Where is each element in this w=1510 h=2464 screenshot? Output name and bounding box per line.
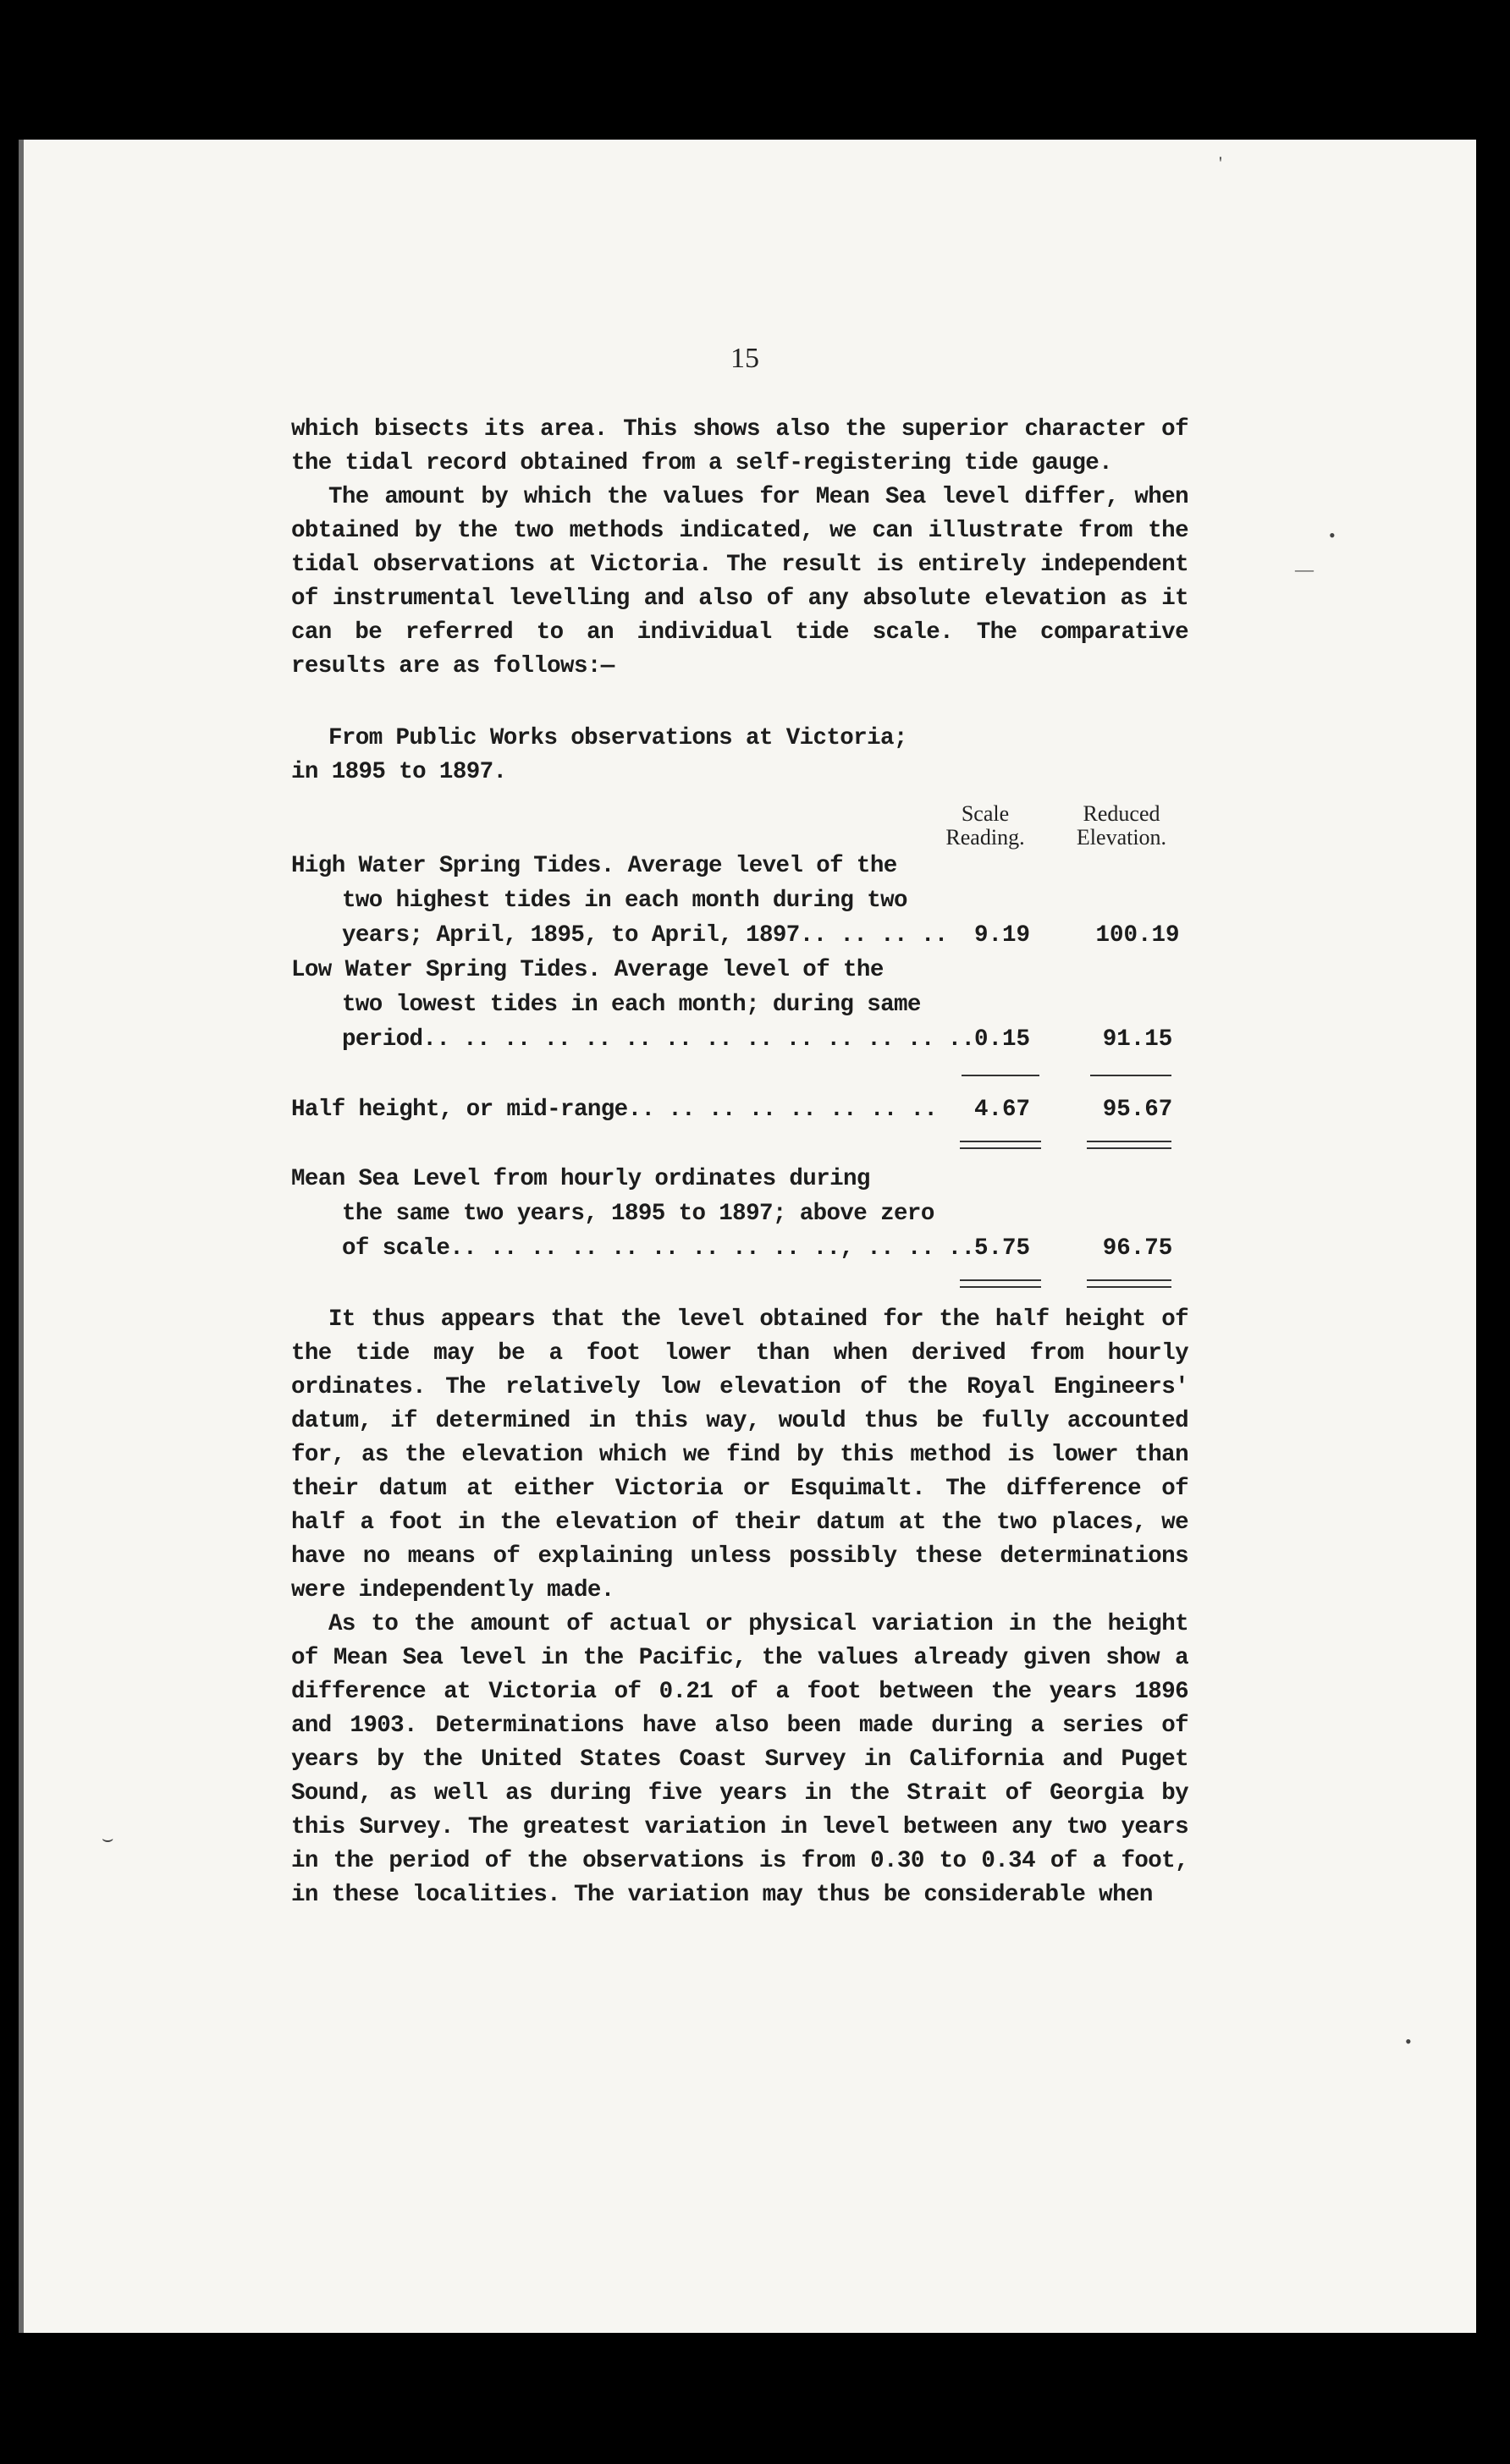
col2-head-line-2: Elevation. <box>1076 825 1167 850</box>
scan-speck: ' <box>1219 152 1222 173</box>
row-label-line: period.. .. .. .. .. .. .. .. .. .. .. .. .. .. <box>342 1026 975 1053</box>
page-edge <box>19 140 24 2333</box>
sum-rule-reduced <box>1090 1075 1171 1076</box>
row-label-line: years; April, 1895, to April, 1897.. .. .. .. <box>342 922 948 949</box>
row-label-line: two highest tides in each month during two <box>342 888 907 914</box>
scale-reading: 5.75 <box>973 1235 1030 1262</box>
row-label-line: of scale.. .. .. .. .. .. .. .. .. .., .. .. .. <box>342 1235 975 1262</box>
reduced-elevation: 96.75 <box>1102 1235 1173 1262</box>
row-label-line: two lowest tides in each month; during same <box>342 992 921 1018</box>
scale-reading: 0.15 <box>973 1026 1030 1053</box>
col1-head-line-1: Scale <box>961 801 1010 826</box>
table-intro-line-2: in 1895 to 1897. <box>291 759 507 785</box>
table-row <box>291 1197 1188 1231</box>
double-rule-scale <box>960 1141 1041 1149</box>
table-row <box>291 1232 1188 1266</box>
row-label-line: Low Water Spring Tides. Average level of the <box>291 957 884 983</box>
sum-rule-scale <box>962 1075 1039 1076</box>
table-row <box>291 988 1188 1022</box>
reduced-elevation: 100.19 <box>1095 922 1180 949</box>
table-intro <box>291 722 1188 789</box>
table-row <box>291 1093 1188 1127</box>
row-label-line: High Water Spring Tides. Average level of the <box>291 853 897 879</box>
reduced-elevation: 91.15 <box>1102 1026 1173 1053</box>
paragraph-4: As to the amount of actual or physical variation in the height of Mean Sea level in the Pacific, the values already given show a difference at Victoria of 0.21 of a foot between the years 1896 and 1903. Determinations have also been made during a series of years by the United States Coast Survey in California and Puget Sound, as well as during five years in the Strait of Georgia by this Survey. The greatest variation in level between any two years in the period of the observations is from 0.30 to 0.34 of a foot, in these localities. The variation may thus be considerable when <box>291 1611 1188 1908</box>
scale-reading: 4.67 <box>973 1097 1030 1123</box>
row-label-line: the same two years, 1895 to 1897; above zero <box>342 1201 934 1227</box>
row-label-line: Mean Sea Level from hourly ordinates during <box>291 1166 870 1192</box>
table-row <box>291 1163 1188 1196</box>
double-rule-reduced <box>1087 1279 1171 1288</box>
col1-head-line-2: Reading. <box>945 825 1025 850</box>
scan-speck: ⌣ <box>102 1828 114 1849</box>
body-text-top <box>291 413 1188 684</box>
paragraph-3: It thus appears that the level obtained for the half height of the tide may be a foot lower than when derived from hourly ordinates. The relatively low elevation of the Royal Engineers' datum, if determined in this way, would thus be fully accounted for, as the elevation which we find by this method is lower than their datum at either Victoria or Esquimalt. The difference of half a foot in the elevation of their datum at the two places, we have no means of explaining unless possibly these determinations were independently made. <box>291 1306 1188 1603</box>
paragraph-1: which bisects its area. This shows also the superior character of the tidal record obtained from a self-registering tide gauge. <box>291 416 1188 476</box>
scan-speck: • <box>1405 2031 1412 2052</box>
body-text-bottom <box>291 1303 1188 1912</box>
row-label-line: Half height, or mid-range.. .. .. .. .. .. .. .. <box>291 1097 938 1123</box>
scan-speck: — <box>1295 558 1314 580</box>
table-row <box>291 850 1188 883</box>
double-rule-reduced <box>1087 1141 1171 1149</box>
col2-head-line-1: Reduced <box>1083 801 1160 826</box>
table-row <box>291 884 1188 918</box>
table-row <box>291 1023 1188 1057</box>
table-row <box>291 954 1188 987</box>
scan-speck: • <box>1329 525 1336 546</box>
table-row <box>291 919 1188 953</box>
double-rule-scale <box>960 1279 1041 1288</box>
scale-reading: 9.19 <box>973 922 1030 949</box>
page-number: 15 <box>730 343 759 374</box>
table-intro-line-1: From Public Works observations at Victoria; <box>328 725 907 751</box>
reduced-elevation: 95.67 <box>1102 1097 1173 1123</box>
paragraph-2: The amount by which the values for Mean Sea level differ, when obtained by the two methods indicated, we can illustrate from the tidal observations at Victoria. The result is entirely independent of instrumental levelling and also of any absolute elevation as it can be referred to an individual tide scale. The comparative results are as follows:— <box>291 484 1188 679</box>
